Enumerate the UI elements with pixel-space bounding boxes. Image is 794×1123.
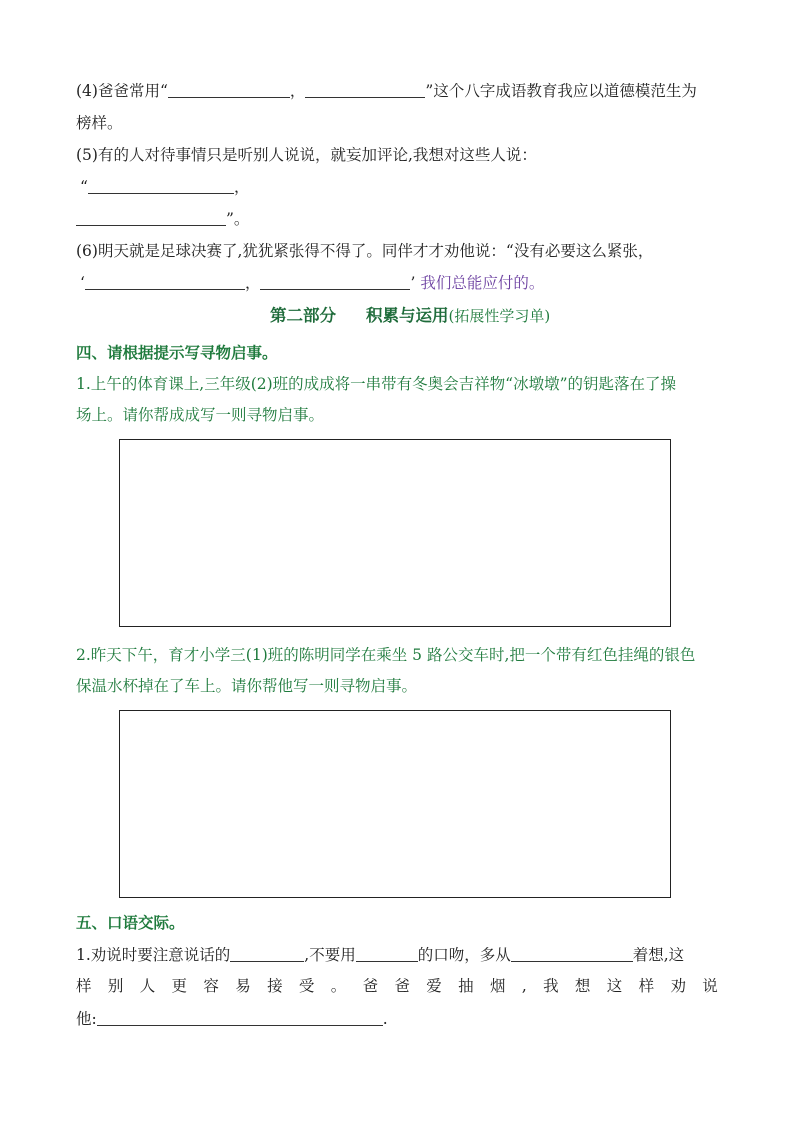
section-4-question-2: 2.昨天下午，育才小学三(1)班的陈明同学在乘坐 5 路公交车时,把一个带有红色挂绳的银色: [76, 646, 696, 664]
section-5-question-1-line-2: 样 别 人 更 容 易 接 受 。 爸 爸 爱 抽 烟 , 我 想 这 样 劝 说: [76, 977, 718, 995]
question-5-line-3: ”。: [76, 208, 249, 230]
part-title: 积累与运用: [366, 306, 449, 325]
answer-blank[interactable]: [511, 946, 633, 962]
section-5-question-1: 1.劝说时要注意说话的 ,不要用 的口吻，多从 着想,这: [76, 946, 685, 964]
answer-blank[interactable]: [85, 274, 245, 290]
section-4-title: 四、请根据提示写寻物启事。: [76, 343, 278, 362]
section-4-question-2-line-2: 保温水杯掉在了车上。请你帮他写一则寻物启事。: [76, 677, 418, 695]
answer-blank[interactable]: [230, 946, 304, 962]
question-number: (5): [76, 146, 98, 164]
answer-blank[interactable]: [356, 946, 418, 962]
section-5-title: 五、口语交际。: [76, 913, 185, 932]
answer-blank[interactable]: [260, 274, 410, 290]
part-subtitle: (拓展性学习单): [448, 307, 551, 325]
answer-blank[interactable]: [305, 82, 425, 98]
part-label: 第二部分: [270, 306, 336, 325]
question-6-line-1: (6)明天就是足球决赛了,犹犹紧张得不得了。同伴才才劝他说：“没有必要这么紧张，: [76, 242, 654, 260]
answer-blank[interactable]: [76, 210, 226, 226]
answer-blank[interactable]: [88, 178, 234, 194]
question-5-line-2: “ ，: [80, 178, 250, 196]
question-6-line-2: ‘ ， ’ 我们总能应付的。: [80, 274, 545, 292]
answer-box-2[interactable]: [119, 710, 671, 898]
section-5-question-1-line-3: 他: .: [76, 1010, 388, 1028]
answer-blank[interactable]: [168, 82, 290, 98]
section-4-question-1-line-2: 场上。请你帮成成写一则寻物启事。: [76, 406, 325, 424]
question-number: (6): [76, 242, 98, 260]
question-4-line-2: 榜样。: [76, 114, 123, 132]
question-number: (4): [76, 82, 98, 100]
section-4-question-1: 1.上午的体育课上,三年级(2)班的成成将一串带有冬奥会吉祥物“冰墩墩”的钥匙落在了操: [76, 375, 677, 393]
question-5-line-1: (5)有的人对待事情只是听别人说说，就妄加评论,我想对这些人说：: [76, 146, 537, 164]
answer-box-1[interactable]: [119, 439, 671, 627]
part-two-heading: [270, 305, 550, 327]
question-4-line-1: (4)爸爸常用“ ， ”这个八字成语教育我应以道德模范生为: [76, 82, 697, 100]
answer-blank[interactable]: [97, 1010, 383, 1026]
